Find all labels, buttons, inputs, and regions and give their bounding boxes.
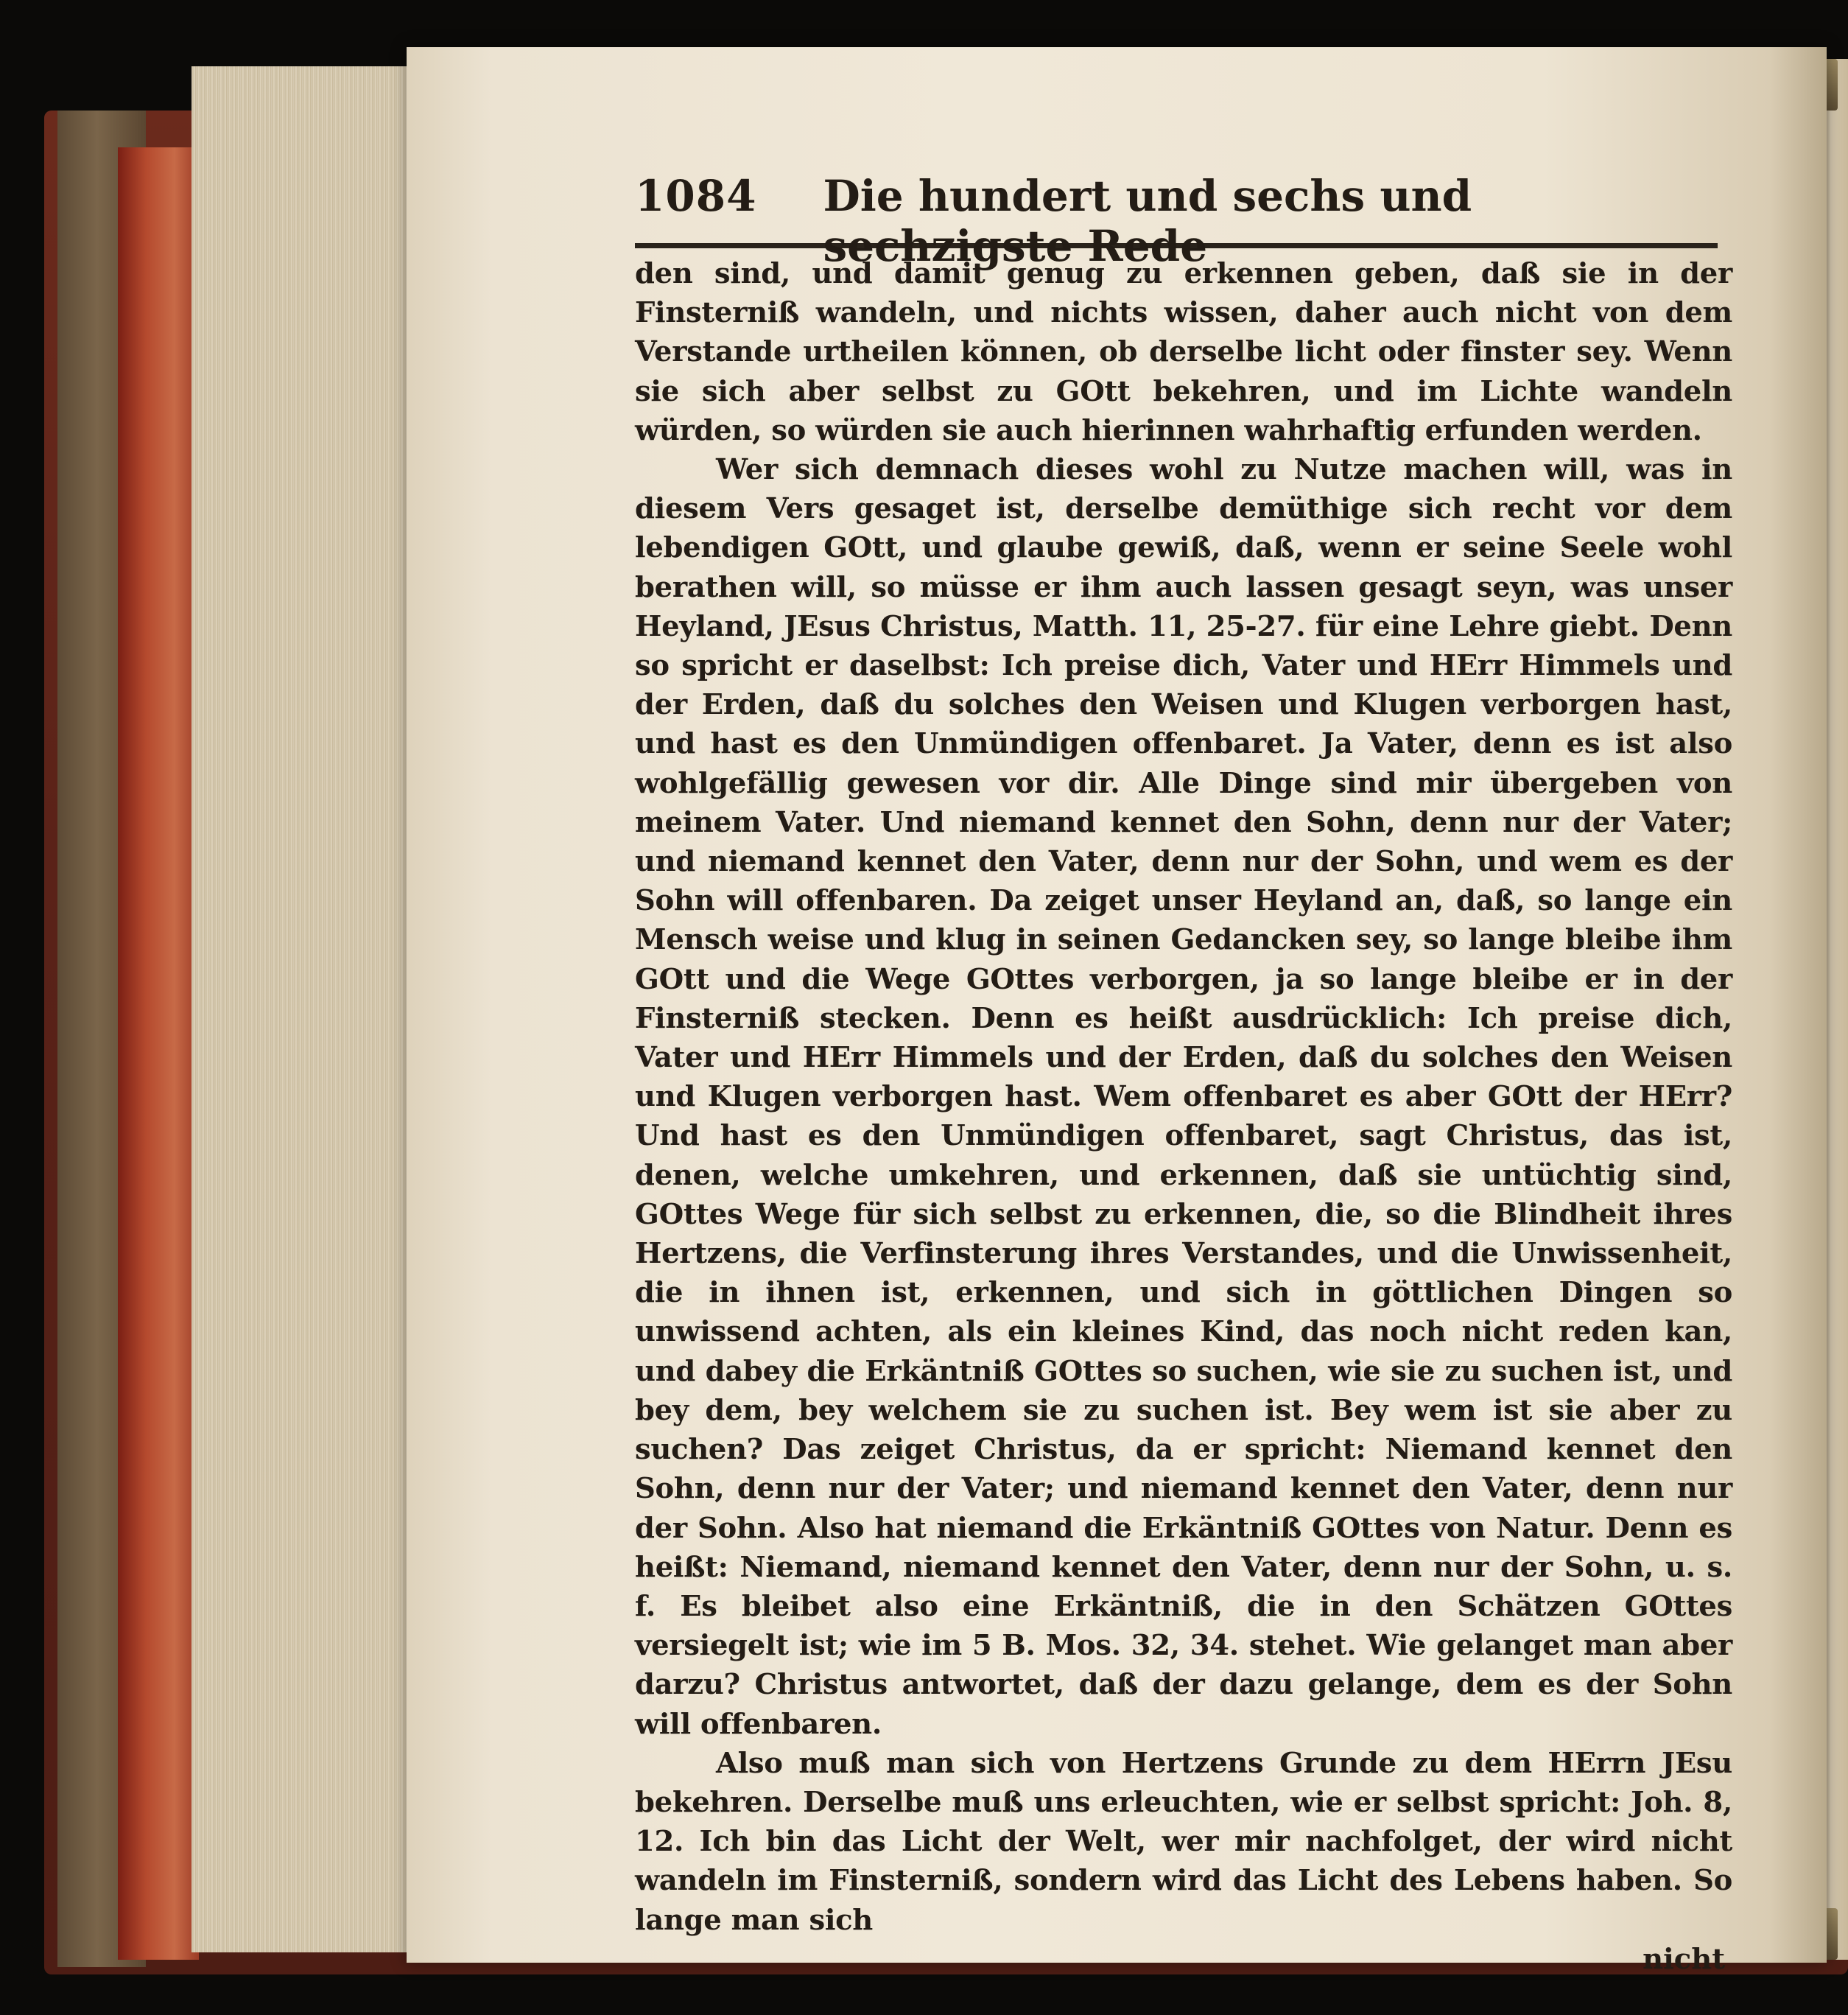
page-stack — [192, 66, 412, 1952]
catchword: nicht — [1643, 1942, 1725, 1976]
page-number: 1084 — [635, 171, 757, 221]
page-text-area — [635, 171, 1732, 1979]
red-page-edge — [118, 147, 199, 1960]
page-header — [635, 171, 1732, 271]
body-text — [635, 254, 1732, 1940]
running-head: Die hundert und sechs und sechzigste Rede — [823, 171, 1472, 271]
paragraph-3: Also muß man sich von Hertzens Grunde zu dem HErrn JEsu bekehren. Derselbe muß uns erleuchten, wie er selbst spricht: Joh. 8, 12. Ich bin das Licht der Welt, wer mir nachfolget, der wird nicht wandeln im Finsterniß, sondern wird das Licht des Lebens haben. So lange man sich — [635, 1746, 1732, 1937]
paragraph-1: den sind, und damit genug zu erkennen geben, daß sie in der Finsterniß wandeln, und nichts wissen, daher auch nicht von dem Verstande urtheilen können, ob derselbe licht oder finster sey. Wenn sie sich aber selbst zu GOtt bekehren, und im Lichte wandeln würden, so würden sie auch hierinnen wahrhaftig erfunden werden. — [635, 257, 1732, 447]
paragraph-2: Wer sich demnach dieses wohl zu Nutze machen will, was in diesem Vers gesaget ist, derselbe demüthige sich recht vor dem lebendigen GOtt, und glaube gewiß, daß, wenn er seine Seele wohl berathen will, so müsse er ihm auch lassen gesagt seyn, was unser Heyland, JEsus Christus, Matth. 11, 25-27. für eine Lehre giebt. Denn so spricht er daselbst: Ich preise dich, Vater und HErr Himmels und der Erden, daß du solches den Weisen und Klugen verborgen hast, und hast es den Unmündigen offenbaret. Ja Vater, denn es ist also wohlgefällig gewesen vor dir. Alle Dinge sind mir übergeben von meinem Vater. Und niemand kennet den Sohn, denn nur der Vater; und niemand kennet den Vater, denn nur der Sohn, und wem es der Sohn will offenbaren. Da zeiget unser Heyland an, daß, so lange ein Mensch weise und klug in seinen Gedancken sey, so lange bleibe ihm GOtt und die Wege GOttes verborgen, ja so lange bleibe er in der Finsterniß stecken. Denn es heißt ausdrücklich: Ich preise dich, Vater und HErr Himmels und der Erden, daß du solches den Weisen und Klugen verborgen hast. Wem offenbaret es aber GOtt der HErr? Und hast es den Unmündigen offenbaret, sagt Christus, das ist, denen, welche umkehren, und erkennen, daß sie untüchtig sind, GOttes Wege für sich selbst zu erkennen, die, so die Blindheit ihres Hertzens, die Verfinsterung ihres Verstandes, und die Unwissenheit, die in ihnen ist, erkennen, und sich in göttlichen Dingen so unwissend achten, als ein kleines Kind, das noch nicht reden kan, und dabey die Erkäntniß GOttes so suchen, wie sie zu suchen ist, und bey dem, bey welchem sie zu suchen ist. Bey wem ist sie aber zu suchen? Das zeiget Christus, da er spricht: Niemand kennet den Sohn, denn nur der Vater; und niemand kennet den Vater, denn nur der Sohn. Also hat niemand die Erkäntniß GOttes von Natur. Denn es heißt: Niemand, niemand kennet den Vater, denn nur der Sohn, u. s. f. Es bleibet also eine Erkäntniß, die in den Schätzen GOttes versiegelt ist; wie im 5 B. Mos. 32, 34. stehet. Wie gelanget man aber darzu? Christus antwortet, daß der dazu gelange, dem es der Sohn will offenbaren. — [635, 453, 1732, 1741]
